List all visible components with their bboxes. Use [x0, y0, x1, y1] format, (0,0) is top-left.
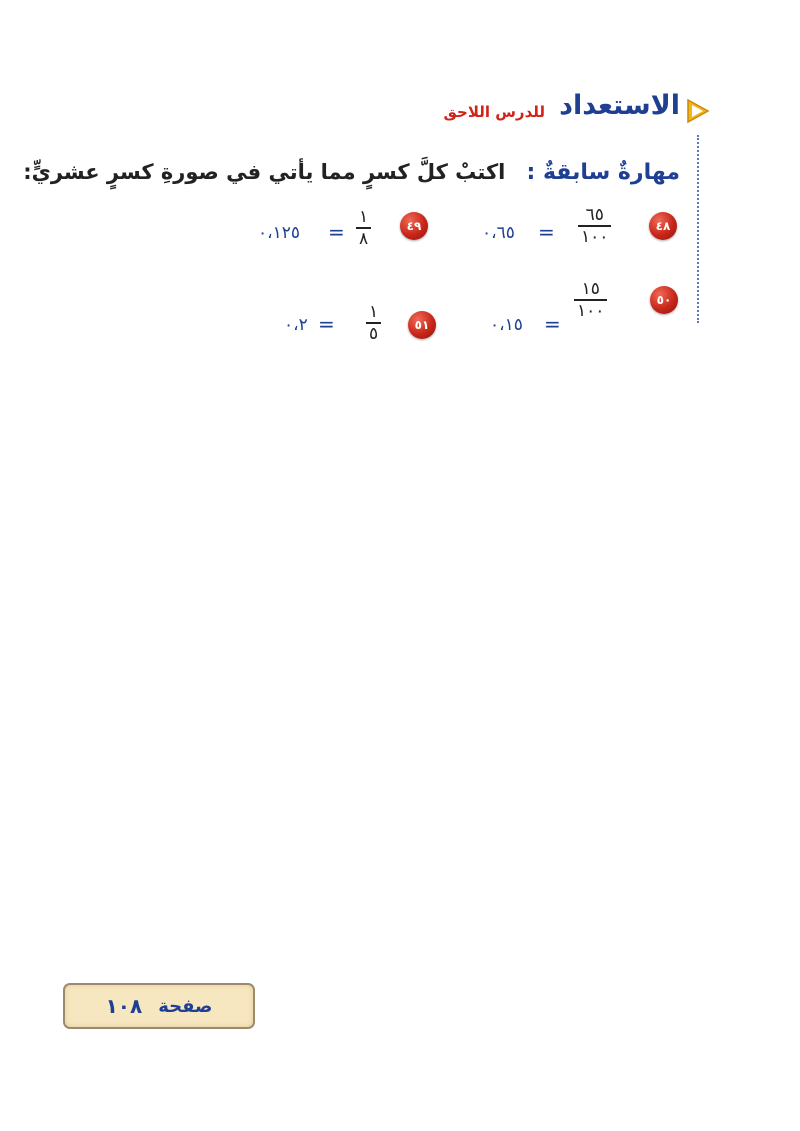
equals-sign: =	[538, 220, 555, 244]
skill-label: مهارةٌ سابقةٌ :	[526, 160, 680, 185]
denominator: ١٠٠	[581, 226, 609, 247]
numerator: ١	[369, 302, 379, 322]
problem-badge: ٥٠	[650, 286, 678, 314]
numerator: ١٥	[581, 279, 600, 299]
fraction	[366, 302, 381, 344]
fraction	[356, 207, 371, 249]
fraction	[574, 279, 607, 321]
problem-badge: ٤٩	[400, 212, 428, 240]
equals-sign: =	[328, 220, 345, 244]
page-label: صفحة	[158, 995, 213, 1017]
section-header	[390, 90, 710, 130]
numerator: ١	[359, 207, 369, 227]
instruction-line	[23, 160, 680, 185]
answer: ٠،٢	[284, 315, 308, 335]
dotted-divider	[697, 135, 699, 323]
problem-badge: ٤٨	[649, 212, 677, 240]
section-title: الاستعداد	[559, 90, 680, 121]
fraction	[578, 205, 611, 247]
section-subtitle: للدرس اللاحق	[443, 103, 545, 121]
triangle-pointer-icon	[684, 98, 710, 124]
answer: ٠،١٥	[490, 315, 523, 335]
denominator: ٥	[369, 323, 379, 344]
equals-sign: =	[544, 312, 561, 336]
denominator: ١٠٠	[577, 300, 605, 321]
problem-badge: ٥١	[408, 311, 436, 339]
denominator: ٨	[359, 228, 369, 249]
answer: ٠،٦٥	[482, 223, 515, 243]
page-number-tag	[63, 983, 255, 1029]
page-number: ١٠٨	[105, 994, 143, 1018]
numerator: ٦٥	[585, 205, 604, 225]
answer: ٠،١٢٥	[258, 223, 301, 243]
instruction-text: اكتبْ كلَّ كسرٍ مما يأتي في صورةِ كسرٍ عشريٍّ:	[23, 160, 506, 184]
equals-sign: =	[318, 312, 335, 336]
